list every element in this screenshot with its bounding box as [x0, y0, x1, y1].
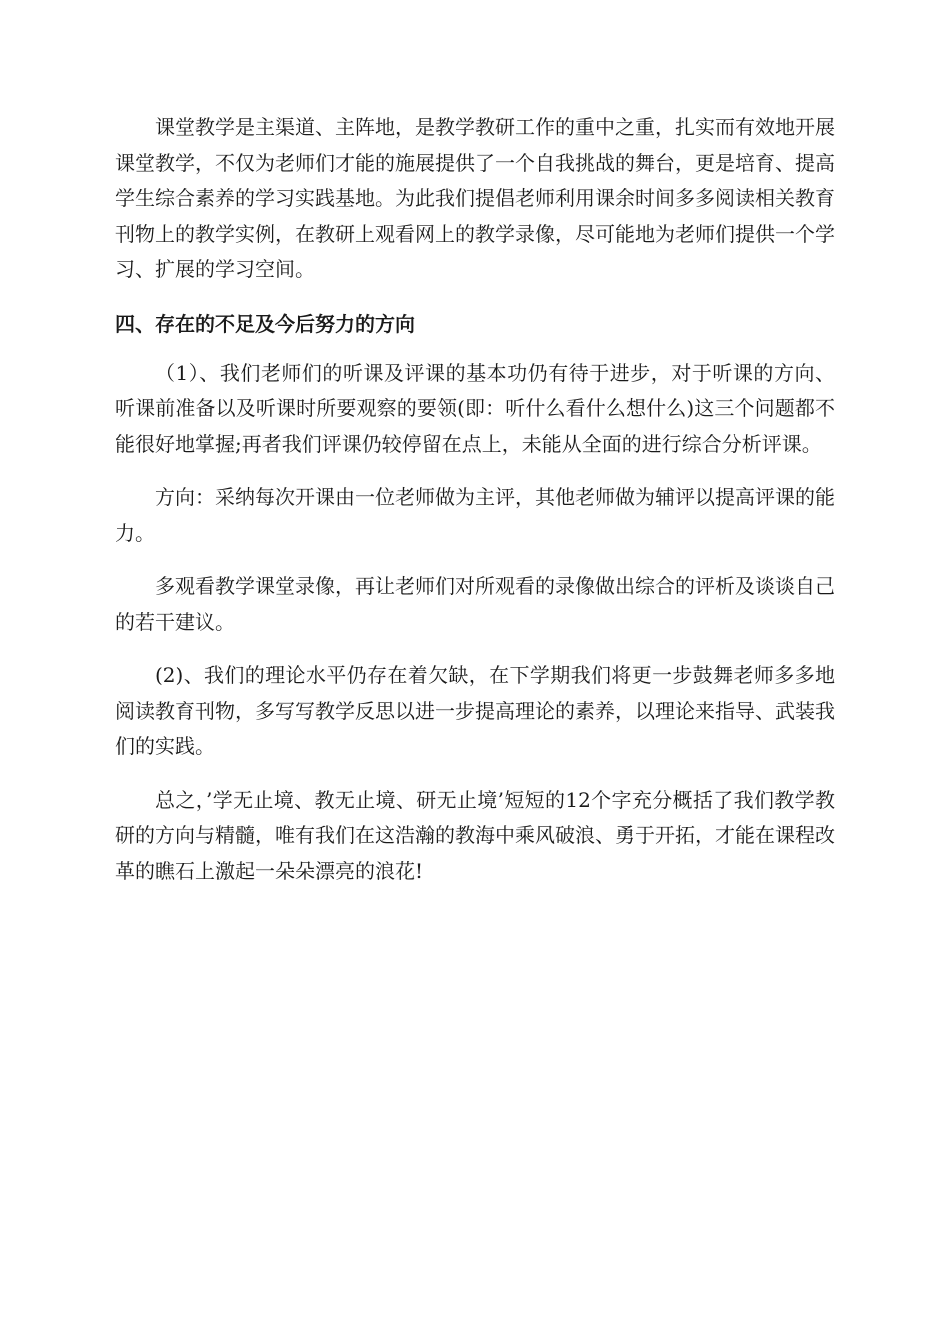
paragraph-watch-videos: 多观看教学课堂录像，再让老师们对所观看的录像做出综合的评析及谈谈自己的若干建议。	[115, 574, 835, 634]
paragraph-shortcoming-1: （1）、我们老师们的听课及评课的基本功仍有待于进步，对于听课的方向、听课前准备以及听课时所要观察的要领(即：听什么看什么想什么)这三个问题都不能很好地掌握;再者我们评课仍较停留在点上，未能从全面的进行综合分析评课。	[115, 360, 835, 456]
section-heading: 四、存在的不足及今后努力的方向	[115, 311, 415, 336]
document-body	[115, 110, 835, 907]
paragraph-shortcoming-2: (2)、我们的理论水平仍存在着欠缺，在下学期我们将更一步鼓舞老师多多地阅读教育刊物，多写写教学反思以进一步提高理论的素养，以理论来指导、武装我们的实践。	[115, 663, 835, 758]
paragraph-conclusion: 总之，’学无止境、教无止境、研无止境’短短的12个字充分概括了我们教学教研的方向与精髓，唯有我们在这浩瀚的教海中乘风破浪、勇于开拓，才能在课程改革的瞧石上激起一朵朵漂亮的浪花!	[115, 787, 835, 883]
paragraph-direction: 方向：采纳每次开课由一位老师做为主评，其他老师做为辅评以提高评课的能力。	[115, 485, 835, 545]
paragraph-classroom-teaching: 课堂教学是主渠道、主阵地，是教学教研工作的重中之重，扎实而有效地开展课堂教学，不仅为老师们才能的施展提供了一个自我挑战的舞台，更是培育、提高学生综合素养的学习实践基地。为此我们提倡老师利用课余时间多多阅读相关教育刊物上的教学实例，在教研上观看网上的教学录像，尽可能地为老师们提供一个学习、扩展的学习空间。	[115, 115, 835, 281]
